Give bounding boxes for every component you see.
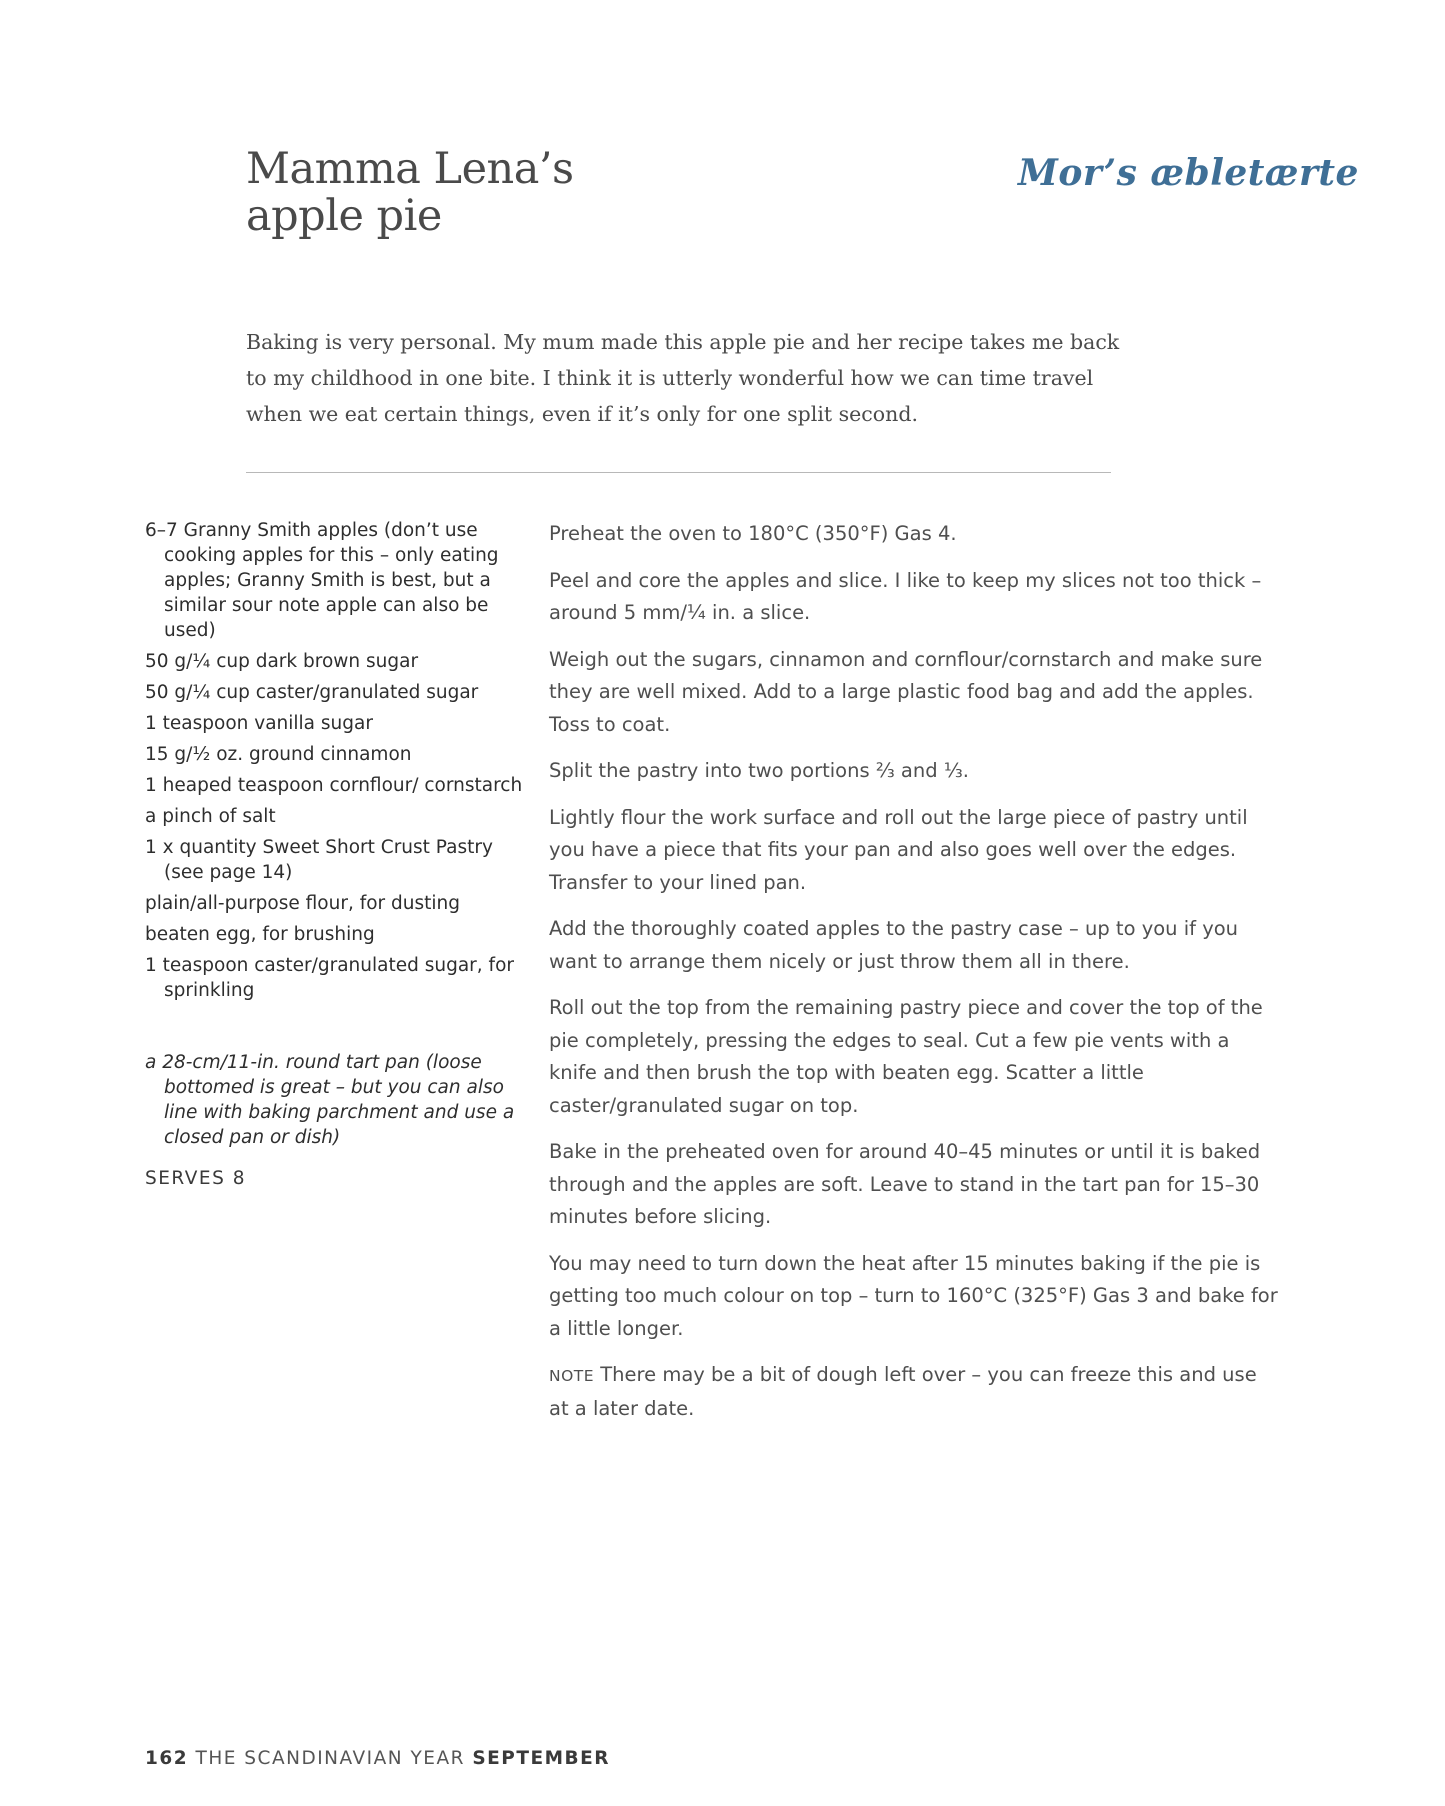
ingredient-item: a pinch of salt — [145, 806, 276, 827]
equipment-note: a 28-cm/11-in. round tart pan (loose bottomed is great – but you can also line with baking parchment and use a closed pan or dish) — [145, 1052, 515, 1148]
ingredient-item: 1 teaspoon caster/granulated sugar, for sprinkling — [145, 955, 514, 1001]
ingredient-item: 1 x quantity Sweet Short Crust Pastry (see page 14) — [145, 837, 493, 883]
ingredient-item: 1 heaped teaspoon cornflour/ cornstarch — [145, 775, 523, 796]
recipe-title — [246, 146, 574, 240]
note-label: NOTE — [549, 1367, 595, 1385]
ingredient-item: 50 g/¼ cup caster/granulated sugar — [145, 682, 479, 703]
book-title: THE SCANDINAVIAN YEAR — [195, 1748, 465, 1769]
method-step: Split the pastry into two portions ⅔ and ⅓. — [549, 759, 969, 782]
method-steps — [549, 518, 1279, 1439]
method-note — [549, 1359, 1279, 1425]
intro-line-2: to my childhood in one bite. I think it is utterly wonderful how we can time travel — [246, 366, 1094, 390]
ingredient-item: 6–7 Granny Smith apples (don’t use cooking apples for this – only eating apples; Granny Smith is best, but a similar sour note apple can also be used) — [145, 520, 499, 641]
ingredient-item: 1 teaspoon vanilla sugar — [145, 713, 373, 734]
ingredient-item: plain/all-purpose flour, for dusting — [145, 893, 460, 914]
section-divider — [246, 472, 1111, 473]
method-step: Roll out the top from the remaining pastry piece and cover the top of the pie completely, pressing the edges to seal. Cut a few pie vents with a knife and then brush the top with beaten egg. Scatter a little caster/granulated sugar on top. — [549, 996, 1263, 1117]
method-step: Add the thoroughly coated apples to the pastry case – up to you if you want to arrange them nicely or just throw them all in there. — [549, 917, 1239, 973]
danish-title: Mor’s æbletærte — [1018, 152, 1359, 194]
method-step: Peel and core the apples and slice. I like to keep my slices not too thick – around 5 mm/¼ in. a slice. — [549, 568, 1262, 624]
ingredient-item: beaten egg, for brushing — [145, 924, 375, 945]
serves-count: SERVES 8 — [145, 1168, 247, 1189]
note-text: There may be a bit of dough left over – you can freeze this and use at a later date. — [549, 1363, 1257, 1420]
chapter-month: SEPTEMBER — [472, 1748, 611, 1769]
recipe-title-line-2: apple pie — [246, 191, 442, 241]
page-footer — [145, 1748, 610, 1769]
intro-paragraph — [246, 324, 1146, 432]
intro-line-1: Baking is very personal. My mum made this apple pie and her recipe takes me back — [246, 330, 1120, 354]
method-step: Weigh out the sugars, cinnamon and cornflour/cornstarch and make sure they are well mixed. Add to a large plastic food bag and add the apples. Toss to coat. — [549, 647, 1263, 736]
ingredients-list — [145, 518, 525, 1009]
page-number: 162 — [145, 1748, 189, 1769]
intro-line-3: when we eat certain things, even if it’s only for one split second. — [246, 402, 918, 426]
method-step: Bake in the preheated oven for around 40–45 minutes or until it is baked through and the apples are soft. Leave to stand in the tart pan for 15–30 minutes before slicing. — [549, 1140, 1261, 1228]
method-step: Preheat the oven to 180°C (350°F) Gas 4. — [549, 522, 957, 545]
ingredient-item: 50 g/¼ cup dark brown sugar — [145, 651, 419, 672]
method-step: You may need to turn down the heat after 15 minutes baking if the pie is getting too much colour on top – turn to 160°C (325°F) Gas 3 and bake for a little longer. — [549, 1251, 1278, 1340]
ingredient-item: 15 g/½ oz. ground cinnamon — [145, 744, 412, 765]
method-step: Lightly flour the work surface and roll out the large piece of pastry until you have a piece that fits your pan and also goes well over the edges. Transfer to your lined pan. — [549, 805, 1248, 894]
recipe-title-line-1: Mamma Lena’s — [246, 144, 574, 194]
